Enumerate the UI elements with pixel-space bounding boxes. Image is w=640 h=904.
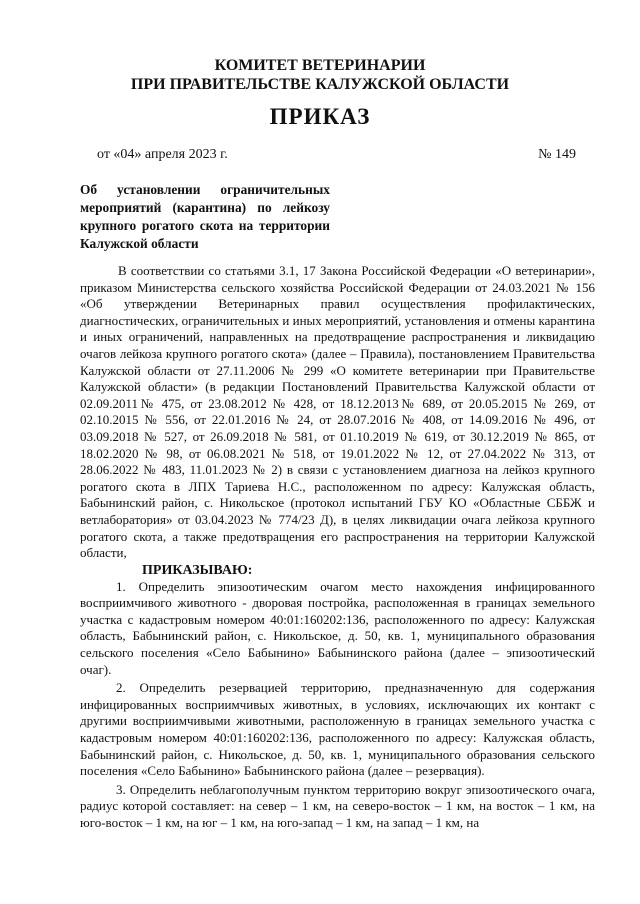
document-date: от «04» апреля 2023 г. [97,147,228,162]
order-point-2: 2. Определить резервацией территорию, предназначенную для содержания инфицированных восприимчивых животных, в условиях, исключающих их контакт с другими восприимчивыми животными, расположенную в границах земельного участка с кадастровым номером 40:01:160202:136, расположенного по адресу: Калужская область, Бабынинский район, с. Никольское, д. 50, кв. 1, муниципального образования сельского поселения «Село Бабынино» Бабынинского района (далее – резервация). [80,680,595,779]
organization-name-line2: ПРИ ПРАВИТЕЛЬСТВЕ КАЛУЖСКОЙ ОБЛАСТИ [130,76,510,93]
document-subject: Об установлении ограничительных мероприятий (карантина) по лейкозу крупного рогатого скота на территории Калужской области [80,182,330,251]
order-heading: ПРИКАЗЫВАЮ: [142,562,253,578]
order-point-3: 3. Определить неблагополучным пунктом территорию вокруг эпизоотического очага, радиус которой составляет: на север – 1 км, на северо-восток – 1 км, на восток – 1 км, на юго-восток – 1 км, на юг – 1 км, на юго-запад – 1 км, на запад – 1 км, на [80,781,595,830]
document-body [80,263,595,834]
document-number: № 149 [538,147,576,162]
order-point-1: 1. Определить эпизоотическим очагом место нахождения инфицированного восприимчивого животного - дворовая постройка, расположенная в границах земельного участка с кадастровым номером 40:01:160202:136, расположенного по адресу: Калужская область, Бабынинский район, с. Никольское, д. 50, кв. 1, муниципального образования сельского поселения «Село Бабынино» Бабынинского района (далее – эпизоотический очаг). [80,578,595,677]
document-type-title: ПРИКАЗ [269,104,371,129]
organization-name-line1: КОМИТЕТ ВЕТЕРИНАРИИ [214,57,426,74]
preamble-paragraph: В соответствии со статьями 3.1, 17 Закона Российской Федерации «О ветеринарии», приказом Министерства сельского хозяйства Российской Федерации от 24.03.2021 № 156 «Об утверждении Ветеринарных правил осуществления профилактических, диагностических, ограничительных и иных мероприятий, установления и отмены карантина и иных ограничений, направленных на предотвращение распространения и ликвидацию очагов лейкоза крупного рогатого скота» (далее – Правила), постановлением Правительства Калужской области от 27.11.2006 № 299 «О комитете ветеринарии при Правительстве Калужской области» (в редакции Постановлений Правительства Калужской области от 02.09.2011№ 475, от 23.08.2012 № 428, от 18.12.2013№ 689, от 20.05.2015 № 269, от 02.10.2015 № 556, от 22.01.2016 № 24, от 28.07.2016 № 408, от 14.09.2016 № 496, от 03.09.2018 № 527, от 26.09.2018 № 581, от 01.10.2019 № 619, от 30.12.2019 № 865, от 18.02.2020 № 98, от 06.08.2021 № 518, от 19.01.2022 № 12, от 27.04.2022 № 313, от 28.06.2022 № 483, 11.01.2023 № 2) в связи с установлением диагноза на лейкоз крупного рогатого скота в ЛПХ Тариева Н.С., расположенном по адресу: Калужская область, Бабынинский район, с. Никольское (протокол испытаний ГБУ КО «Областные СББЖ и ветлаборатория» от 03.04.2023 № 774/23 Д), в целях ликвидации очага лейкоза крупного рогатого скота, а также предотвращения его распространения на территории Калужской области, [80,263,595,561]
